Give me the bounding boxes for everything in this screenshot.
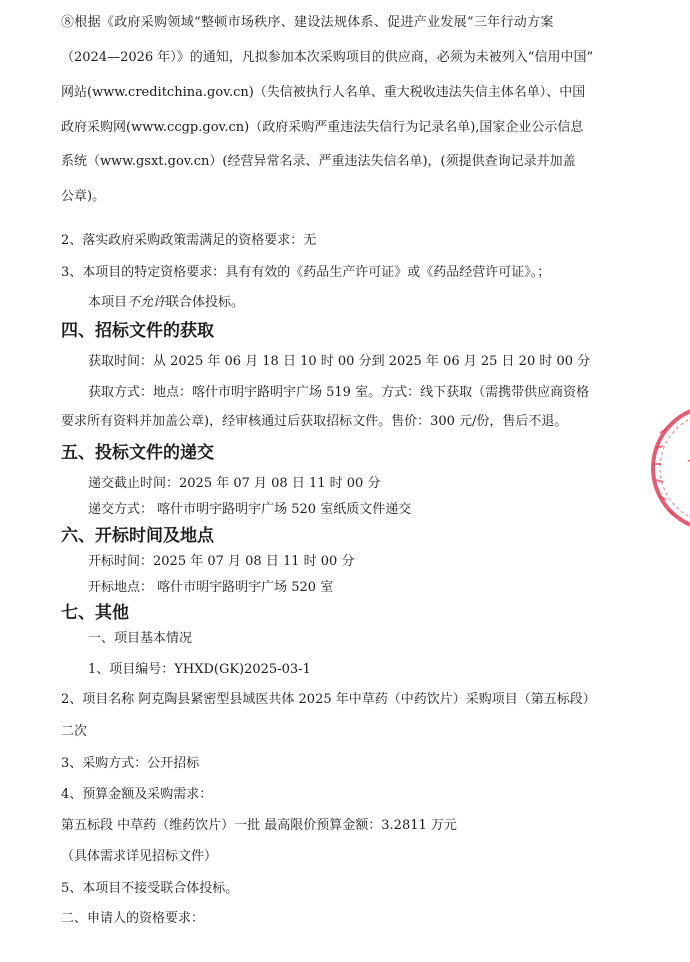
para-line: 政府采购网(www.ccgp.gov.cn)（政府采购严重违法失信行为记录名单),国家企业公示信息 [61,120,584,135]
opening-time: 开标时间：2025 年 07 月 08 日 11 时 00 分 [88,554,355,569]
qualification-requirement-3: 3、本项目的特定资格要求：具有有效的《药品生产许可证》或《药品经营许可证》。； [61,265,551,280]
section-heading-4: 四、招标文件的获取 [61,321,214,341]
opening-place: 开标地点： 喀什市明宇路明宇广场 520 室 [88,580,334,595]
section-heading-6: 六、开标时间及地点 [61,526,214,546]
procurement-method: 3、采购方式：公开招标 [61,756,200,771]
submit-method: 递交方式： 喀什市明宇路明宇广场 520 室纸质文件递交 [88,502,412,517]
consortium-note [88,294,244,312]
no-consortium-note: 5、本项目不接受联合体投标。 [61,881,239,896]
subheading-applicant-qualification: 二、申请人的资格要求： [61,911,205,926]
budget-heading: 4、预算金额及采购需求： [61,787,213,802]
consortium-prefix: 本项目 [88,295,128,310]
project-number: 1、项目编号：YHXD(GK)2025-03-1 [88,662,311,677]
requirement-detail-note: （具体需求详见招标文件） [61,849,218,864]
project-name-cont: 二次 [61,724,88,739]
para-line: （2024—2026 年）》的通知，凡拟参加本次采购项目的供应商，必须为未被列入“信用中国” [61,50,594,65]
section-heading-5: 五、投标文件的递交 [61,443,214,463]
obtain-time: 获取时间：从 2025 年 06 月 18 日 10 时 00 分到 2025 年 06 月 25 日 20 时 00 分 [88,354,591,369]
lot-five-budget: 第五标段 中草药（维药饮片）一批 最高限价预算金额：3.2811 万元 [61,818,457,833]
section-heading-7: 七、其他 [61,603,129,623]
project-name: 2、项目名称 阿克陶县紧密型县域医共体 2025 年中草药（中药饮片）采购项目（第五标段） [61,692,596,707]
para-line: ⑧根据《政府采购领域“整顿市场秩序、建设法规体系、促进产业发展”三年行动方案 [61,15,554,30]
para-line: 网站(www.creditchina.gov.cn)（失信被执行人名单、重大税收违法失信主体名单）、中国 [61,85,586,100]
submit-deadline: 递交截止时间：2025 年 07 月 08 日 11 时 00 分 [88,476,381,491]
para-line: 公章)。 [61,189,106,204]
consortium-emphasis: 不允许 [127,295,167,310]
subheading-project-info: 一、项目基本情况 [88,631,193,646]
obtain-method-line: 获取方式：地点：喀什市明宇路明宇广场 519 室。方式：线下获取（需携带供应商资格 [88,385,590,400]
official-seal [640,398,690,538]
obtain-method-line: 要求所有资料并加盖公章)，经审核通过后获取招标文件。售价：300 元/份，售后不退。 [61,414,568,429]
qualification-requirement-2: 2、落实政府采购政策需满足的资格要求：无 [61,233,317,248]
consortium-suffix: 联合体投标。 [166,295,245,310]
para-line: 系统（www.gsxt.gov.cn）(经营异常名录、严重违法失信名单)，(须提供查询记录并加盖 [61,154,576,169]
